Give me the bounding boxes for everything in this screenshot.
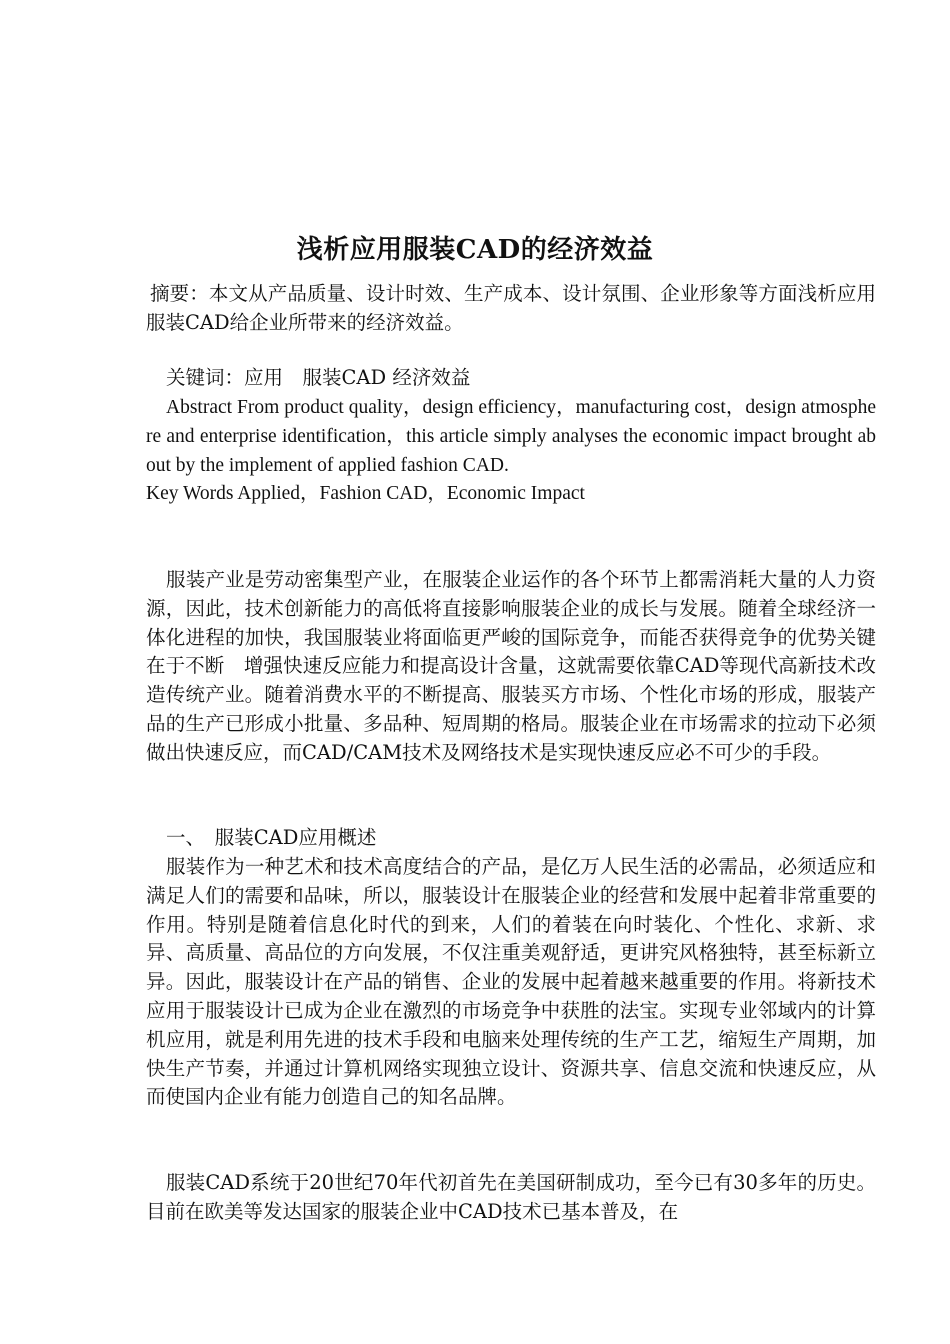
body-paragraph-3: 服装CAD系统于20世纪70年代初首先在美国研制成功，至今已有30多年的历史。目前在欧美等发达国家的服装企业中CAD技术已基本普及，在 (146, 1171, 876, 1223)
keywords-english: Key Words Applied，Fashion CAD，Economic Impact (146, 483, 585, 504)
body-paragraph-1: 服装产业是劳动密集型产业，在服装企业运作的各个环节上都需消耗大量的人力资源，因此，技术创新能力的高低将直接影响服装企业的成长与发展。随着全球经济一体化进程的加快，我国服装业将面临更严峻的国际竞争，而能否获得竞争的优势关键在于不断 增强快速反应能力和提高设计含量，这就需要依靠CAD等现代高新技术改造传统产业。随着消费水平的不断提高、服装买方市场、个性化市场的形成，服装产品的生产已形成小批量、多品种、短周期的格局。服装企业在市场需求的拉动下必须做出快速反应，而CAD/CAM技术及网络技术是实现快速反应必不可少的手段。 (146, 568, 876, 764)
abstract-english: Abstract From product quality，design efficiency，manufacturing cost，design atmosphere and enterprise identification，this article simply analyses the economic impact brought about by the implement of applied fashion CAD. (146, 397, 876, 476)
document-title: 浅析应用服装CAD的经济效益 (296, 235, 654, 265)
keywords-chinese: 关键词：应用 服装CAD 经济效益 (166, 366, 471, 389)
section-heading-1: 一、 服装CAD应用概述 (166, 826, 377, 849)
body-paragraph-2: 服装作为一种艺术和技术高度结合的产品，是亿万人民生活的必需品，必须适应和满足人们的需要和品味，所以，服装设计在服装企业的经营和发展中起着非常重要的作用。特别是随着信息化时代的到来，人们的着装在向时装化、个性化、求新、求异、高质量、高品位的方向发展，不仅注重美观舒适，更讲究风格独特，甚至标新立异。因此，服装设计在产品的销售、企业的发展中起着越来越重要的作用。将新技术应用于服装设计已成为企业在激烈的市场竞争中获胜的法宝。实现专业邻域内的计算机应用，就是利用先进的技术手段和电脑来处理传统的生产工艺，缩短生产周期，加快生产节奏，并通过计算机网络实现独立设计、资源共享、信息交流和快速反应，从而使国内企业有能力创造自己的知名品牌。 (146, 855, 876, 1109)
abstract-chinese: 摘要：本文从产品质量、设计时效、生产成本、设计氛围、企业形象等方面浅析应用服装CAD给企业所带来的经济效益。 (146, 282, 876, 334)
